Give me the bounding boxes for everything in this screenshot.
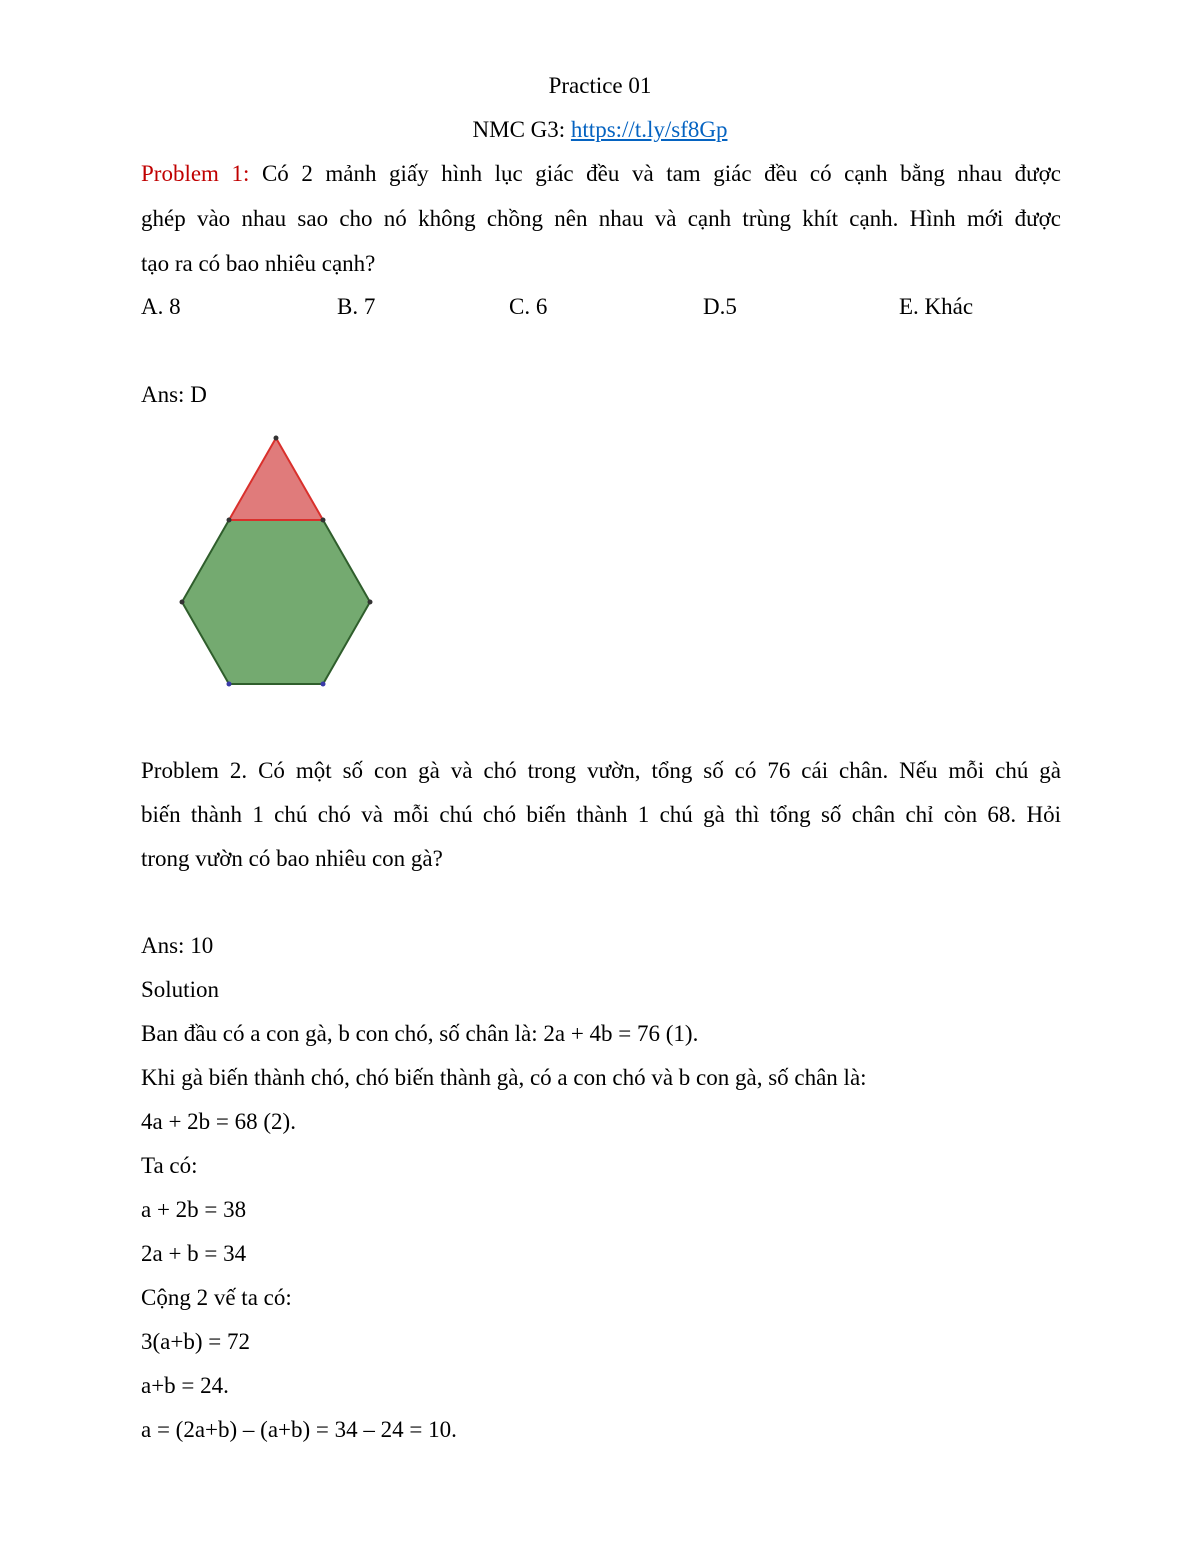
- option-c: C. 6: [509, 294, 548, 319]
- vertex-point: [227, 682, 232, 687]
- solution-line-7: Cộng 2 vế ta có:: [141, 1285, 292, 1310]
- nmc-link[interactable]: https://t.ly/sf8Gp: [570, 117, 728, 142]
- option-b: B. 7: [337, 294, 376, 319]
- problem2-line-1: Problem 2. Có một số con gà và chó trong vườn, tổng số có 76 cái chân. Nếu mỗi chú gà: [141, 758, 1061, 783]
- problem2-answer: Ans: 10: [141, 933, 214, 958]
- vertex-point: [321, 682, 326, 687]
- solution-line-8: 3(a+b) = 72: [141, 1329, 250, 1354]
- vertex-point: [321, 518, 326, 523]
- hexagon-triangle-figure: [170, 428, 385, 696]
- solution-line-2: Khi gà biến thành chó, chó biến thành gà, có a con chó và b con gà, số chân là:: [141, 1065, 867, 1090]
- problem2-line-3: trong vườn có bao nhiêu con gà?: [141, 846, 443, 871]
- solution-line-6: 2a + b = 34: [141, 1241, 247, 1266]
- solution-line-4: Ta có:: [141, 1153, 198, 1178]
- problem1-line-2: ghép vào nhau sao cho nó không chồng nên nhau và cạnh trùng khít cạnh. Hình mới được: [141, 206, 1061, 231]
- nmc-line: [0, 116, 1200, 144]
- hexagon-shape: [182, 520, 370, 684]
- solution-line-1: Ban đầu có a con gà, b con chó, số chân là: 2a + 4b = 76 (1).: [141, 1021, 699, 1046]
- problem2-line-2: biến thành 1 chú chó và mỗi chú chó biến thành 1 chú gà thì tổng số chân chỉ còn 68. Hỏi: [141, 802, 1061, 827]
- problem1-text-1: Có 2 mảnh giấy hình lục giác đều và tam giác đều có cạnh bằng nhau được: [249, 161, 1061, 186]
- solution-line-9: a+b = 24.: [141, 1373, 229, 1398]
- solution-line-5: a + 2b = 38: [141, 1197, 247, 1222]
- nmc-label: NMC G3:: [472, 117, 571, 142]
- option-a: A. 8: [141, 294, 181, 319]
- vertex-point: [180, 600, 185, 605]
- problem1-line-1: [141, 160, 1061, 188]
- vertex-point: [368, 600, 373, 605]
- option-e: E. Khác: [899, 294, 974, 319]
- solution-line-10: a = (2a+b) – (a+b) = 34 – 24 = 10.: [141, 1417, 457, 1442]
- option-d: D.5: [703, 294, 737, 319]
- problem1-label: Problem 1:: [141, 161, 250, 186]
- solution-line-3: 4a + 2b = 68 (2).: [141, 1109, 296, 1134]
- triangle-shape: [229, 438, 323, 520]
- vertex-point: [274, 436, 279, 441]
- page-title: Practice 01: [548, 73, 652, 98]
- vertex-point: [227, 518, 232, 523]
- problem1-line-3: tạo ra có bao nhiêu cạnh?: [141, 251, 376, 276]
- problem1-answer: Ans: D: [141, 382, 207, 407]
- solution-title: Solution: [141, 977, 219, 1002]
